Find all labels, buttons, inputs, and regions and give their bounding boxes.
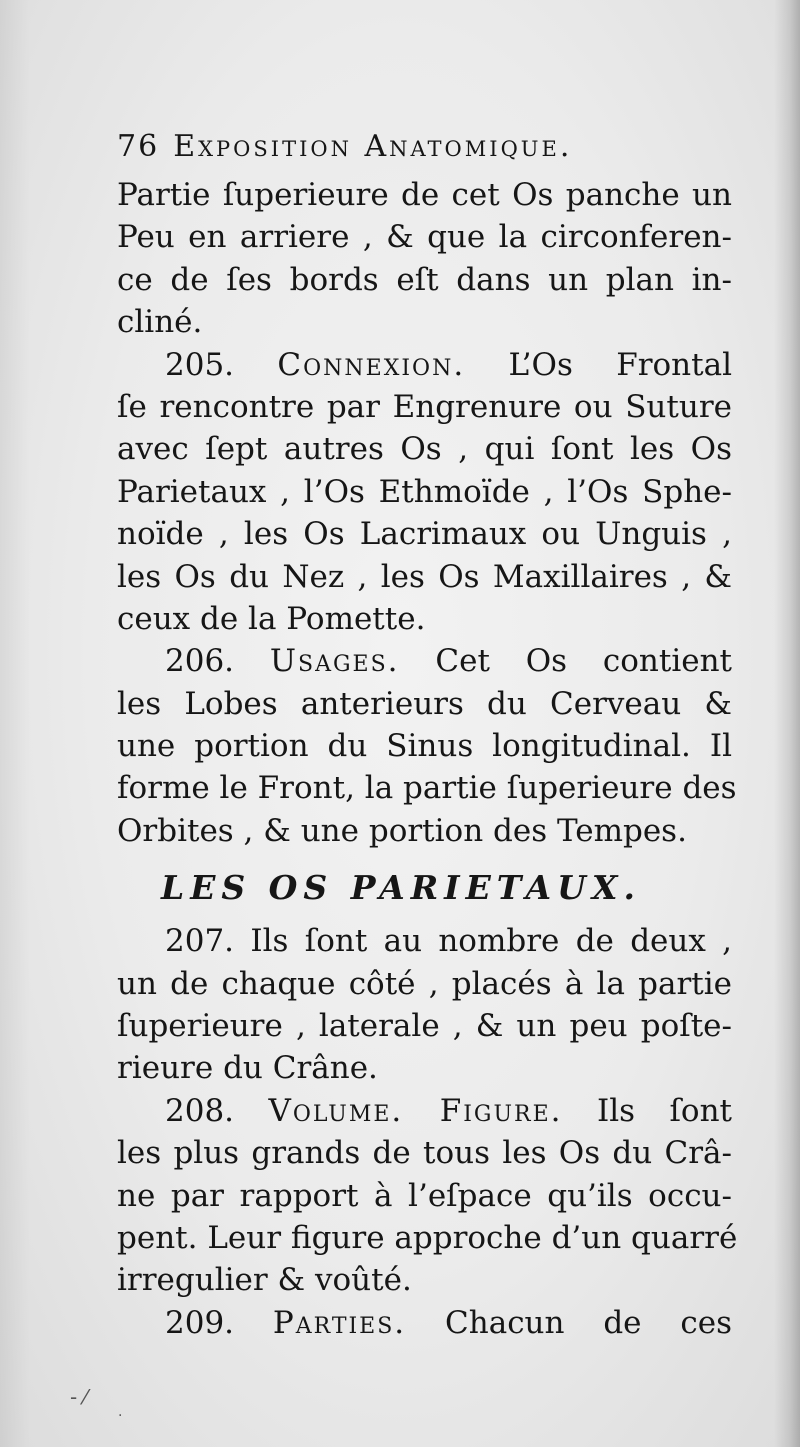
paragraph-label: Usages.	[269, 643, 400, 680]
ink-speck: ·	[118, 1408, 123, 1424]
text-line: avec ſept autres Os , qui ſont les Os	[117, 431, 732, 468]
page-shadow-right	[774, 0, 800, 1447]
page-number: 76	[117, 129, 160, 164]
text-line: ce de ſes bords eſt dans un plan in-	[117, 261, 732, 298]
text-line: Orbites , & une portion des Tempes.	[117, 812, 687, 849]
section-heading: LES OS PARIETAUX.	[161, 868, 642, 908]
text-line: les Os du Nez , les Os Maxillaires , &	[117, 558, 732, 595]
text-line: cliné.	[117, 304, 203, 341]
paragraph-206-first-line	[117, 640, 732, 682]
running-title: Exposition Anatomique.	[173, 129, 573, 164]
text-block	[117, 120, 738, 1344]
text-fragment: Ils ſont	[596, 1092, 733, 1129]
text-line: irregulier & voûté.	[117, 1262, 412, 1299]
text-line: noïde , les Os Lacrimaux ou Unguis ,	[117, 516, 732, 553]
page-shadow-left	[0, 0, 30, 1447]
text-line: Peu en arriere , & que la circonferen-	[117, 219, 732, 256]
text-line: Partie ſuperieure de cet Os panche un	[117, 177, 732, 213]
text-line: les plus grands de tous les Os du Crâ-	[117, 1135, 732, 1172]
text-line: ſuperieure , laterale , & un peu poſte-	[117, 1008, 732, 1045]
text-line: forme le Front, la partie ſuperieure des	[117, 770, 737, 807]
paragraph-number: 209.	[165, 1304, 235, 1341]
paragraph-209-first-line	[117, 1302, 732, 1344]
text-line: ſe rencontre par Engrenure ou Suture	[117, 388, 732, 425]
text-line: Parietaux , l’Os Ethmoïde , l’Os Sphe-	[117, 473, 732, 510]
paragraph-207-first-line: 207. Ils ſont au nombre de deux ,	[165, 923, 732, 960]
paragraph-label: Connexion.	[277, 346, 466, 383]
paragraph-number: 205.	[165, 346, 235, 383]
text-line: ceux de la Pomette.	[117, 600, 426, 637]
paragraph-number: 206.	[165, 643, 235, 680]
text-fragment: Chacun de ces	[445, 1304, 732, 1341]
text-fragment: L’Os Frontal	[508, 346, 733, 383]
paragraph-208-first-line	[117, 1090, 732, 1132]
text-line: ne par rapport à l’eſpace qu’ils occu-	[117, 1177, 732, 1214]
text-line: une portion du Sinus longitudinal. Il	[117, 728, 732, 765]
paragraph-number: 208.	[165, 1092, 235, 1129]
paragraph-label: Volume. Figure.	[268, 1092, 563, 1129]
text-line: rieure du Crâne.	[117, 1050, 378, 1087]
running-header	[117, 120, 732, 174]
text-line: un de chaque côté , placés à la partie	[117, 965, 732, 1002]
ink-speck: - ⁄	[70, 1385, 87, 1409]
text-line: les Lobes anterieurs du Cerveau &	[117, 685, 732, 722]
paragraph-label: Parties.	[272, 1304, 407, 1341]
text-line: pent. Leur figure approche d’un quarré	[117, 1219, 738, 1256]
text-fragment: Cet Os contient	[435, 643, 733, 680]
paragraph-205-first-line	[117, 344, 732, 386]
